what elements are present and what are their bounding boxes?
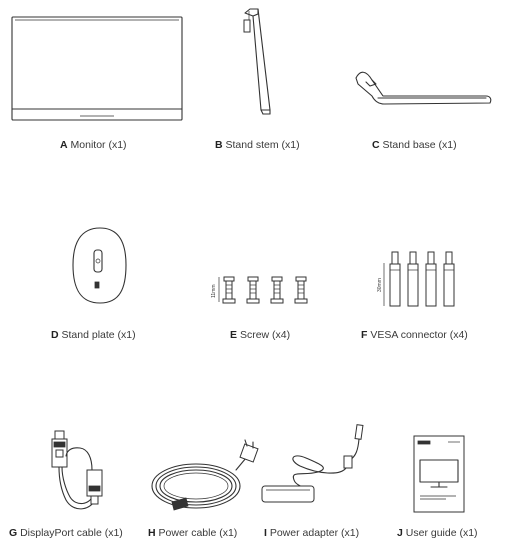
caption-monitor: A Monitor (x1) — [60, 139, 127, 151]
caption-stand-stem: B Stand stem (x1) — [215, 139, 300, 151]
caption-power-cable: H Power cable (x1) — [148, 527, 238, 539]
caption-displayport-cable: G DisplayPort cable (x1) — [9, 527, 123, 539]
caption-vesa-connector: F VESA connector (x4) — [361, 329, 468, 341]
caption-stand-base: C Stand base (x1) — [372, 139, 457, 151]
caption-screw: E Screw (x4) — [230, 329, 291, 341]
caption-power-adapter: I Power adapter (x1) — [264, 527, 360, 539]
caption-stand-plate: D Stand plate (x1) — [51, 329, 136, 341]
svg-text:30mm: 30mm — [377, 278, 383, 292]
caption-user-guide: J User guide (x1) — [397, 527, 478, 539]
svg-text:11mm: 11mm — [211, 284, 217, 298]
